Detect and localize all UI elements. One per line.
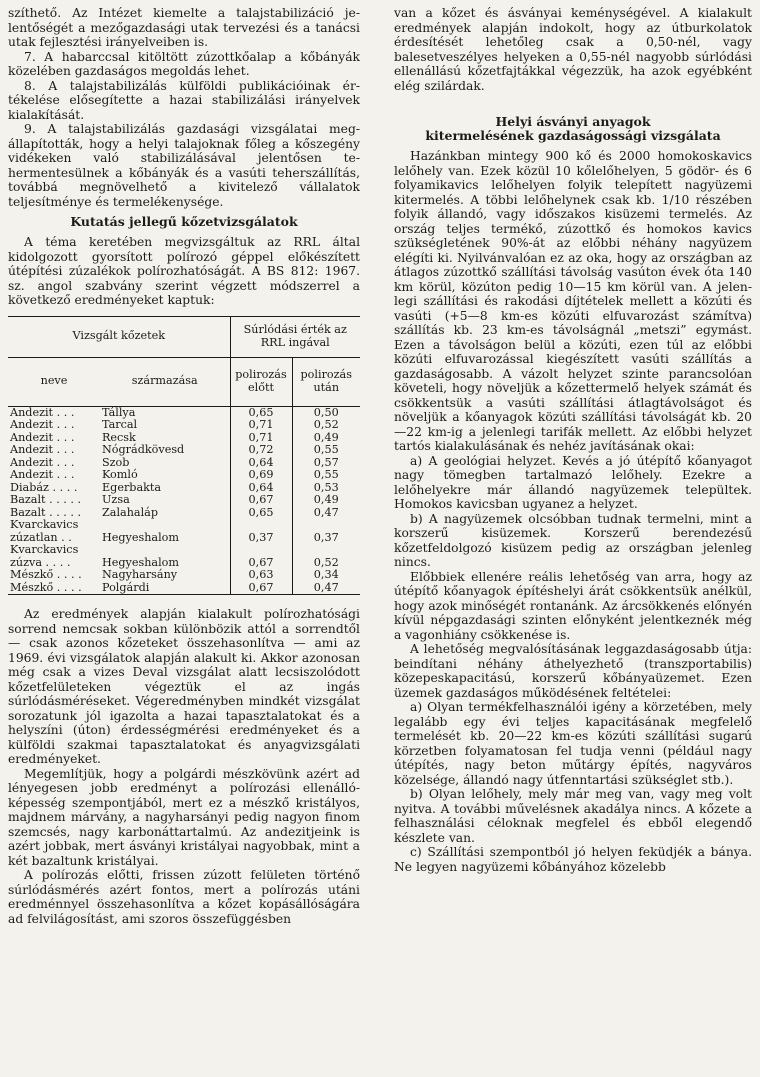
table-cell-before: 0,65 bbox=[230, 507, 292, 520]
table-cell-name: Diabáz . . . . bbox=[10, 480, 78, 494]
table-cell-before: 0,64 bbox=[230, 482, 292, 495]
table-cell-origin: Nógrádkövesd bbox=[102, 443, 185, 456]
table-cell-after: 0,37 bbox=[292, 519, 360, 544]
table-cell-name: Andezit . . . bbox=[10, 405, 75, 419]
table-cell-after: 0,49 bbox=[292, 432, 360, 445]
table-cell-before: 0,64 bbox=[230, 457, 292, 470]
table-cell-after: 0,57 bbox=[292, 457, 360, 470]
table-column-header: polirozás előtt bbox=[230, 357, 292, 406]
table-cell-before: 0,71 bbox=[230, 432, 292, 445]
right-column bbox=[394, 6, 752, 874]
table-cell-before: 0,71 bbox=[230, 419, 292, 432]
table-cell-after: 0,55 bbox=[292, 444, 360, 457]
table-cell-after: 0,47 bbox=[292, 507, 360, 520]
table-column-header: neve bbox=[40, 374, 68, 388]
table-cell-origin: Polgárdi bbox=[102, 580, 150, 594]
table-group-header: Súrlódási érték az RRL ingával bbox=[230, 316, 360, 357]
table-cell-before: 0,63 bbox=[230, 569, 292, 582]
table-cell-before: 0,67 bbox=[230, 544, 292, 569]
table-cell-name: Mészkő . . . . bbox=[10, 580, 82, 594]
paragraph: Hazánkban mintegy 900 kő és 2000 homokoskavics lelőhely van. Ezek közül 10 kőlelőhelyen, 5 gödör- és 6 folyamikavics lelőhelyen folyik telepített nagyüzemi kitermelés. A többi lelőhelynek csak kb. 1/10 részében folyik állandó, vagy időszakos kisüzemi termelés. Az ország teljes termékő, zúzottkő és homokos kavics szükségletének 90%-át az előbbi néhány nagyüzem elégíti ki. Nyilvánvalóan ez az oka, hogy az országban az átlagos zúzottkő szállítási távolság vasúton évek óta 140 km körül, közúton pedig 10—15 km körül van. A jelenlegi szállítási és rakodási díjtételek mellett a közúti és vasúti (+5—8 km-es közúti elfuvarozást számítva) szállítás kb. 23 km-es távolságnál „metszi” egymást. Ezen a távolságon belül a közúti, ezen túl az előbbi közúti elfuvarozással kiegészített vasúti szállítás a gazdaságosabb. A vázolt helyzet szinte parancsolóan követeli, hogy növeljük a kőzettermelő helyek számát és csökkentsük a vasúti szállítási átlagtávolságot és növeljük a kőanyagok közúti szállítási távolságát kb. 20—22 km-ig a jelenlegi tarifák mellett. Az előbbi helyzet tartós kialakulásának és nehéz javításának okai: bbox=[394, 149, 752, 453]
paragraph: 8. A talajstabilizálás külföldi publikációinak értékelése elősegítette a hazai stabilizálási irányelvek kialakítását. bbox=[8, 78, 360, 122]
table-cell-origin: Egerbakta bbox=[102, 480, 162, 494]
table-cell-origin: Tállya bbox=[102, 405, 136, 419]
table-cell-after: 0,52 bbox=[292, 544, 360, 569]
table-cell-before: 0,67 bbox=[230, 582, 292, 595]
table-cell-name: Bazalt . . . . . bbox=[10, 493, 82, 506]
table-cell-name: Andezit . . . bbox=[10, 418, 75, 431]
paragraph: 7. A habarccsal kitöltött zúzottkőalap a kőbányák közelében gazdaságos megoldás lehet. bbox=[8, 49, 360, 78]
results-table bbox=[8, 316, 360, 596]
paragraph: A lehetőség megvalósításának leggazdaságosabb útja: beindítani néhány áthelyezhető (transzportabilis) közepeskapacitású, korszerű kőbányaüzemet. Ezen üzemek gazdaságos működésének feltételei: bbox=[394, 642, 752, 700]
table-cell-origin: Hegyeshalom bbox=[102, 530, 180, 544]
section-heading: Kutatás jellegű kőzetvizsgálatok bbox=[70, 214, 298, 229]
table-row bbox=[8, 519, 360, 544]
table-cell-before: 0,37 bbox=[230, 519, 292, 544]
left-column bbox=[8, 6, 360, 926]
table-row bbox=[8, 544, 360, 569]
table-cell-before: 0,65 bbox=[230, 406, 292, 419]
table-cell-origin: Hegyeshalom bbox=[102, 555, 180, 569]
table-cell-after: 0,49 bbox=[292, 494, 360, 507]
table-cell-name: Mészkő . . . . bbox=[10, 568, 82, 581]
paragraph: b) Olyan lelőhely, mely már meg van, vagy meg volt nyitva. A további művelésnek akadálya nincs. A kőzete a felhasználási céloknak megfelel és ebből elegendő készlete van. bbox=[394, 787, 752, 845]
table-cell-after: 0,50 bbox=[292, 406, 360, 419]
table-cell-before: 0,72 bbox=[230, 444, 292, 457]
table-column-header: polirozás után bbox=[292, 357, 360, 406]
paragraph: b) A nagyüzemek olcsóbban tudnak termelni, mint a korszerű kisüzemek. Korszerű berendezésű kőzetfeldolgozó kisüzem pedig az országban jelenleg nincs. bbox=[394, 511, 752, 569]
table-cell-before: 0,67 bbox=[230, 494, 292, 507]
table-cell-origin: Uzsa bbox=[102, 493, 130, 506]
paragraph: c) Szállítási szempontból jó helyen feküdjék a bánya. Ne legyen nagyüzemi kőbányához közelebb bbox=[394, 845, 752, 874]
table-cell-origin: Recsk bbox=[102, 430, 136, 444]
paragraph: A polírozás előtti, frissen zúzott felületen történő súrlódásmérés azért fontos, mert a polírozás utáni eredménnyel összehasonlítva a kőzet kopásállóságára ad felvilágosítást, ami szoros összefüggésben bbox=[8, 868, 360, 926]
table-cell-before: 0,69 bbox=[230, 469, 292, 482]
section-heading: Helyi ásványi anyagok bbox=[495, 114, 651, 129]
paragraph: Megemlítjük, hogy a polgárdi mészkövünk azért ad lényegesen jobb eredményt a polírozási ellenállóképesség szempontjából, mert ez a mészkő kristályos, majdnem márvány, a nagyharsányi pedig nagyon finom szemcsés, nagy karbonáttartalmú. Az andezitjeink is azért jobbak, mert ásványi kristályai nagyobbak, mint a két bazaltunk kristályai. bbox=[8, 766, 360, 868]
table-row bbox=[8, 494, 360, 507]
table-cell-after: 0,34 bbox=[292, 569, 360, 582]
paragraph: A téma keretében megvizsgáltuk az RRL által kidolgozott gyorsított polírozó géppel előkészített útépítési zúzalékok polírozhatóságát. A BS 812: 1967. sz. angol szabvány szerint végzett módszerrel a következő eredményeket kaptuk: bbox=[8, 235, 360, 307]
table-cell-origin: Zalahaláp bbox=[102, 505, 158, 519]
table-row bbox=[8, 569, 360, 582]
table-cell-origin: Komló bbox=[102, 468, 138, 481]
table-row bbox=[8, 582, 360, 595]
table-row bbox=[8, 469, 360, 482]
table-cell-name: Kvarckavics zúzva . . . . bbox=[10, 543, 79, 569]
table-body bbox=[8, 406, 360, 595]
table-cell-after: 0,53 bbox=[292, 482, 360, 495]
paragraph: van a kőzet és ásványai keménységével. A kialakult eredmények alapján indokolt, hogy az útburkolatok érdesítését lehetőleg csak a 0,50-nél, vagy balesetveszélyes helyeken a 0,55-nél nagyobb súrlódási ellenállású kőzetfajtákkal végezzük, ha azok egyébként elég szilárdak. bbox=[394, 6, 752, 93]
table-cell-origin: Tarcal bbox=[102, 418, 138, 431]
table-group-header: Vizsgált kőzetek bbox=[8, 316, 230, 357]
table-cell-origin: Szob bbox=[102, 455, 130, 469]
table-column-header: származása bbox=[131, 374, 198, 388]
paragraph: szíthető. Az Intézet kiemelte a talajstabilizáció jelentőségét a mezőgazdasági utak tervezési és a tanácsi utak fejlesztési irányelveiben is. bbox=[8, 6, 360, 49]
paragraph: Előbbiek ellenére reális lehetőség van arra, hogy az útépítő kőanyagok építéshelyi árát csökkentsük anélkül, hogy azok minőségét rontanánk. Az árcsökkenés előnyén kívül népgazdasági szinten előnyként jelentkeznék még a vagonhiány csökkenése is. bbox=[394, 569, 752, 642]
table-cell-name: Andezit . . . bbox=[10, 443, 75, 456]
paragraph: a) Olyan termékfelhasználói igény a körzetében, mely legalább egy évi teljes kapacitásának megfelelő termelését kb. 20—22 km-es közúti szállítási sugarú körzetben folyamatosan fel tudja venni (például nagy útépítés, nagy beton műtárgy építés, nagyváros közelsége, állandó nagy útfenntartási szükséglet stb.). bbox=[394, 700, 752, 787]
table-cell-name: Andezit . . . bbox=[10, 430, 75, 444]
table-cell-name: Andezit . . . bbox=[10, 468, 75, 481]
table-cell-origin: Nagyharsány bbox=[102, 568, 178, 581]
table-cell-after: 0,47 bbox=[292, 582, 360, 595]
table-cell-after: 0,52 bbox=[292, 419, 360, 432]
table-row bbox=[8, 419, 360, 432]
table-cell-after: 0,55 bbox=[292, 469, 360, 482]
table-cell-name: Kvarckavics zúzatlan . . bbox=[10, 518, 79, 544]
section-heading: kitermelésének gazdaságossági vizsgálata bbox=[425, 128, 721, 143]
table-cell-name: Bazalt . . . . . bbox=[10, 505, 82, 519]
table-row bbox=[8, 444, 360, 457]
table-cell-name: Andezit . . . bbox=[10, 455, 75, 469]
paragraph: a) A geológiai helyzet. Kevés a jó útépítő kőanyagot nagy tömegben tartalmazó lelőhely. Ezekre a lelőhelyekre már állandó nagyüzemek települtek. Homokos kavicsban ugyanez a helyzet. bbox=[394, 453, 752, 511]
paragraph: Az eredmények alapján kialakult polírozhatósági sorrend nemcsak sokban különbözik attól a sorrendtől — csak azonos kőzeteket összehasonlítva — ami az 1969. évi vizsgálatok alapján alakult ki. Akkor azonosan még csak a vizes Deval vizsgálat alatt lecsiszolódott kőzetfelületeken végeztük el az ingás súrlódásméréseket. Végeredményben mindkét vizsgálat sorozatunk jól igazolta a hazai tapasztalatokat és a helyszíni (úton) érdességmérési eredményeket és a külföldi szakmai tapasztalatokat és anyagvizsgálati eredményeket. bbox=[8, 607, 360, 766]
paragraph: 9. A talajstabilizálás gazdasági vizsgálatai megállapították, hogy a helyi talajoknak főleg a kőszegény vidékeken való stabilizálásával jelentősen tehermentesülnek a kőbányák és a vasúti teherszállítás, továbbá megnövelhető a kivitelező vállalatok teljesítménye és termelékenysége. bbox=[8, 122, 360, 209]
